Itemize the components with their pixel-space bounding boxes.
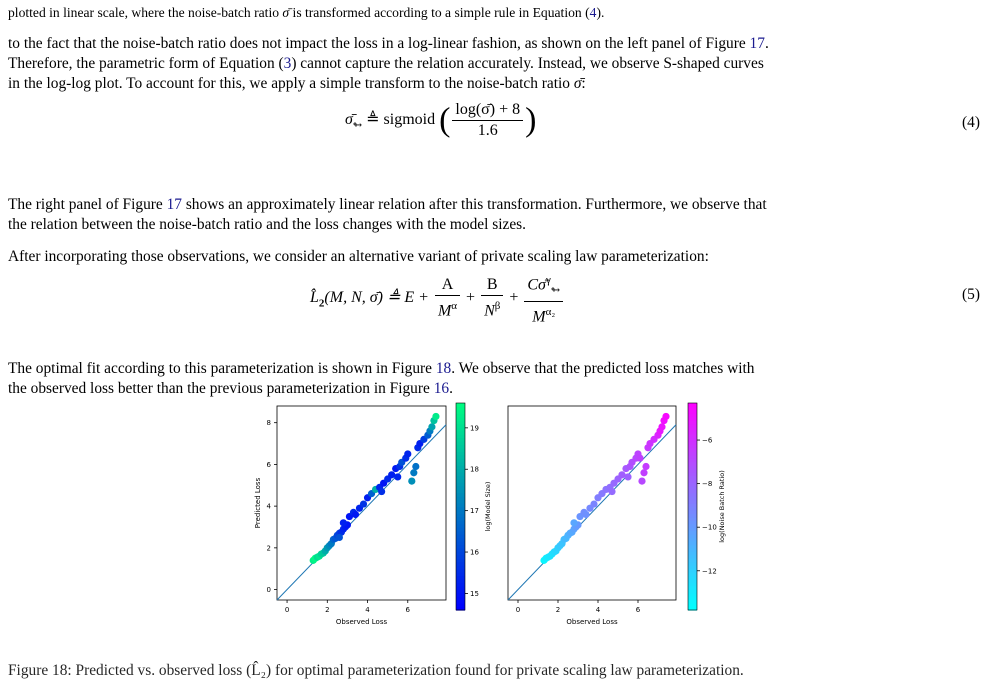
body-text: The optimal fit according to this parameterization is shown in Figure [8,360,436,377]
y-tick-label: 6 [266,460,271,469]
y-tick-label: 0 [266,586,271,595]
colorbar-segment [688,475,697,479]
figure-18-caption: Figure 18: Predicted vs. observed loss (L̂₂) for optimal parameterization found for private scaling law parameterization. [8,662,744,679]
colorbar-segment [688,427,697,431]
colorbar-segment [456,524,465,528]
colorbar-segment [456,465,465,469]
colorbar-segment [688,517,697,521]
colorbar-segment [456,586,465,590]
colorbar-segment [456,403,465,407]
colorbar-segment [688,462,697,466]
colorbar-tick-label: 17 [470,507,479,516]
colorbar-segment [688,589,697,593]
colorbar-segment [456,500,465,504]
data-point [336,534,343,541]
reference-line [508,425,676,600]
paragraph-1-line-1 [8,34,769,54]
colorbar-segment [688,586,697,590]
data-point [428,423,435,430]
colorbar-segment [688,403,697,407]
colorbar-label: log(Model Size) [484,481,492,532]
colorbar-segment [456,513,465,517]
eq5-plus: + [509,289,519,307]
colorbar-segment [688,451,697,455]
eq5-f3-den-base: M [532,307,546,325]
colorbar-segment [456,503,465,507]
body-text: ) cannot capture the relation accurately. Instead, we observe S-shaped curves [291,55,764,72]
colorbar-segment [688,600,697,604]
paragraph-3-line-1: After incorporating those observations, we consider an alternative variant of private scaling law parameterization: [8,248,709,265]
colorbar-segment [688,482,697,486]
colorbar-segment [456,427,465,431]
colorbar-segment [456,510,465,514]
colorbar-segment [688,431,697,435]
body-text: The right panel of Figure [8,196,167,213]
x-tick-label: 2 [555,606,561,614]
colorbar-segment [688,593,697,597]
colorbar-segment [456,600,465,604]
colorbar-segment [456,420,465,424]
y-axis-label: Predicted Loss [254,477,262,529]
colorbar-segment [456,576,465,580]
figure-ref-link[interactable]: 18 [435,360,452,377]
eq5-f2-den-base: N [484,302,495,320]
colorbar-segment [456,538,465,542]
eq5-f2-num: B [481,275,503,296]
eq5-f1-den [435,296,460,321]
data-point [570,519,577,526]
eq5-fraction-2 [481,275,503,321]
colorbar-segment [688,434,697,438]
caption-tail [8,3,604,23]
colorbar-segment [688,486,697,490]
data-point [404,450,411,457]
body-text: . We observe that the predicted loss matches with [451,360,755,377]
eq4-lhs: σ̄ [345,111,353,129]
eq5-f3-den [524,302,563,327]
colorbar-segment [688,455,697,459]
colorbar-segment [688,551,697,555]
eq5-f1-den-base: M [437,302,452,320]
figure-ref-link[interactable]: 17 [749,35,765,52]
body-text: Therefore, the parametric form of Equation ( [8,55,284,72]
colorbar-segment [456,479,465,483]
colorbar-segment [688,520,697,524]
data-point [638,477,645,484]
eq5-f1-den-exp: α [451,300,458,313]
x-tick-label: 4 [595,606,601,614]
sigma-bar-symbol: σ̄ [282,5,290,20]
colorbar-segment [688,576,697,580]
colorbar-segment [688,413,697,417]
eq5-f2-den-exp: β [494,300,501,313]
eq5-f3-num-exp: γ [545,274,551,286]
data-point [394,473,401,480]
colorbar-segment [688,548,697,552]
colorbar-segment [456,572,465,576]
eq5-f3-num [524,270,563,302]
colorbar-segment [456,569,465,573]
paragraph-4-line-2 [8,379,453,399]
eq4-left-paren: ( [439,101,451,139]
colorbar-segment [456,596,465,600]
data-point [582,511,589,518]
equation-ref-link[interactable]: 3 [283,55,292,72]
colorbar-segment [456,562,465,566]
y-tick-label: 4 [266,502,271,511]
colorbar-segment [688,527,697,531]
data-point [408,477,415,484]
data-point [590,500,597,507]
eq4-definition: ≜ sigmoid [362,111,440,129]
colorbar-segment [456,451,465,455]
colorbar-segment [688,489,697,493]
figure-ref-link[interactable]: 17 [166,196,182,213]
colorbar-segment [688,479,697,483]
colorbar-segment [688,469,697,473]
chart-panel-2 [508,403,726,626]
colorbar-segment [456,462,465,466]
colorbar-segment [688,507,697,511]
colorbar-tick-label: −8 [702,480,713,489]
data-point [352,511,359,518]
colorbar-segment [456,534,465,538]
x-axis-label: Observed Loss [566,618,618,626]
eq4-subscript: ↬ [352,119,363,132]
eq4-right-paren: ) [525,101,537,139]
colorbar-segment [456,565,465,569]
colorbar-tick-label: 19 [470,424,479,433]
colorbar-segment [688,555,697,559]
colorbar-segment [688,531,697,535]
colorbar-segment [456,593,465,597]
colorbar-segment [456,541,465,545]
reference-line [277,425,446,600]
colorbar-tick-label: −12 [702,567,717,576]
colorbar-label: log(Noise Batch Ratio) [718,470,726,543]
equation-4 [345,100,536,141]
colorbar-segment [456,582,465,586]
colorbar-segment [688,579,697,583]
colorbar-segment [456,579,465,583]
colorbar-segment [456,507,465,511]
colorbar-segment [688,500,697,504]
data-point [432,413,439,420]
colorbar-segment [688,417,697,421]
paragraph-1-line-3 [8,74,586,94]
colorbar-segment [688,565,697,569]
body-text: : [581,75,586,92]
colorbar-segment [456,469,465,473]
colorbar-segment [456,438,465,442]
caption-text: plotted in linear scale, where the noise-batch ratio [8,5,283,20]
colorbar-segment [688,448,697,452]
paragraph-2-line-1 [8,195,767,215]
colorbar-segment [688,496,697,500]
colorbar-segment [456,444,465,448]
colorbar-segment [688,503,697,507]
equation-ref-link[interactable]: 4 [589,5,597,20]
colorbar-segment [456,517,465,521]
equation-5 [310,270,565,327]
equation-4-number: (4) [962,114,980,131]
colorbar-segment [456,472,465,476]
colorbar-segment [456,482,465,486]
y-tick-label: 2 [266,544,271,553]
colorbar-segment [688,444,697,448]
eq5-f2-den [481,296,503,321]
colorbar-tick-label: −6 [702,436,713,445]
colorbar-segment [688,572,697,576]
colorbar-tick-label: −10 [702,523,717,532]
colorbar-segment [688,438,697,442]
colorbar-segment [456,441,465,445]
y-tick-label: 8 [266,419,271,428]
x-tick-label: 6 [635,606,641,614]
data-point [624,473,631,480]
body-text: the observed loss better than the previous parameterization in Figure [8,380,434,397]
body-text: shows an approximately linear relation after this transformation. Furthermore, we observe that [181,196,767,213]
eq5-plus: + [466,289,476,307]
colorbar-segment [456,448,465,452]
colorbar-segment [456,455,465,459]
x-tick-label: 2 [325,606,330,614]
body-text: in the log-log plot. To account for this, we apply a simple transform to the noise-batch ratio [8,75,574,92]
eq5-f3-num-base: Cσ̄ [527,276,546,294]
colorbar-segment [456,434,465,438]
colorbar-segment [688,603,697,607]
colorbar-segment [688,510,697,514]
colorbar-tick-label: 16 [470,548,479,557]
chart-panel-1 [254,403,492,626]
eq5-args: (M, N, σ̄) ≜ E + [324,289,429,307]
colorbar-segment [688,441,697,445]
body-text: . [764,35,769,52]
data-point [412,463,419,470]
x-tick-label: 0 [515,606,521,614]
colorbar-segment [456,493,465,497]
colorbar-segment [688,544,697,548]
colorbar-segment [456,413,465,417]
sigma-bar-symbol: σ̄ [573,75,582,92]
colorbar-segment [456,475,465,479]
colorbar-segment [688,472,697,476]
data-point [608,488,615,495]
colorbar-segment [456,520,465,524]
paragraph-4-line-1 [8,359,754,379]
colorbar-segment [688,524,697,528]
data-point [410,469,417,476]
colorbar-segment [688,458,697,462]
figure-18 [240,400,740,640]
colorbar-tick-label: 15 [470,589,479,598]
x-axis-label: Observed Loss [335,618,388,626]
data-point [658,423,665,430]
caption-text: is transformed according to a simple rule in Equation ( [289,5,590,20]
body-text: . [449,380,453,397]
colorbar-segment [688,569,697,573]
colorbar-segment [688,420,697,424]
colorbar-segment [456,431,465,435]
paragraph-2-line-2: the relation between the noise-batch ratio and the loss changes with the model sizes. [8,216,526,233]
colorbar-segment [688,538,697,542]
eq4-fraction [452,100,523,141]
eq5-subscript: 2 [318,297,325,310]
colorbar-segment [688,406,697,410]
data-point [636,455,643,462]
caption-text: ). [596,5,605,20]
eq5-f1-num: A [435,275,460,296]
x-tick-label: 0 [284,606,290,614]
eq4-denominator: 1.6 [477,122,498,139]
colorbar-segment [456,489,465,493]
colorbar-segment [456,486,465,490]
colorbar-segment [456,544,465,548]
x-tick-label: 6 [405,606,411,614]
colorbar-segment [688,558,697,562]
colorbar-segment [456,555,465,559]
colorbar-segment [456,527,465,531]
data-point [378,488,385,495]
data-point [642,463,649,470]
colorbar-segment [456,558,465,562]
colorbar-tick-label: 18 [470,465,479,474]
eq5-fraction-1 [435,275,460,321]
paragraph-1-line-2 [8,54,764,74]
colorbar-segment [456,496,465,500]
data-point [360,500,367,507]
colorbar-segment [456,551,465,555]
data-point [662,413,669,420]
eq5-f3-den-exp: α₂ [545,305,556,318]
colorbar-segment [456,589,465,593]
eq4-numerator: log(σ̄) + 8 [452,100,523,121]
colorbar-segment [456,417,465,421]
colorbar-segment [688,562,697,566]
colorbar-segment [688,534,697,538]
body-text: to the fact that the noise-batch ratio does not impact the loss in a log-linear fashion, as shown on the left panel of Figure [8,35,750,52]
colorbar-segment [688,493,697,497]
equation-5-number: (5) [962,286,980,303]
x-tick-label: 4 [365,606,370,614]
colorbar-segment [688,582,697,586]
colorbar-segment [456,458,465,462]
colorbar-segment [456,531,465,535]
colorbar-segment [688,410,697,414]
colorbar-segment [456,424,465,428]
figure-ref-link[interactable]: 16 [433,380,450,397]
colorbar-segment [688,424,697,428]
colorbar-segment [456,603,465,607]
colorbar-segment [688,541,697,545]
data-point [340,519,347,526]
colorbar-segment [688,596,697,600]
colorbar-segment [688,465,697,469]
data-point [640,469,647,476]
eq5-fraction-3 [524,270,563,327]
colorbar-segment [456,406,465,410]
colorbar-segment [456,548,465,552]
colorbar-segment [456,410,465,414]
colorbar-segment [688,513,697,517]
eq5-f3-num-sub: ↬ [550,284,561,297]
eq5-lhs: L̂ [310,289,319,307]
